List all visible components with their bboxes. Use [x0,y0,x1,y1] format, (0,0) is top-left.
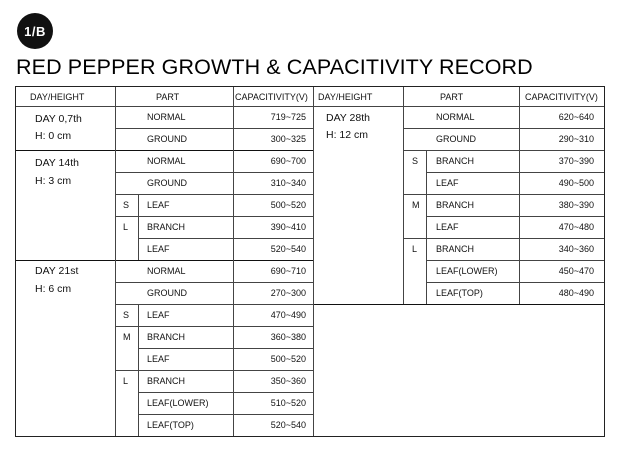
header-part: PART [440,92,464,102]
part-cell: LEAF(TOP) [147,420,194,430]
row-divider [403,194,604,195]
day-label: DAY 21st [35,265,79,277]
part-cell: BRANCH [436,156,475,166]
capacitivity-cell: 300~325 [270,134,306,144]
column-divider [115,87,116,436]
capacitivity-cell: 310~340 [270,178,306,188]
capacitivity-cell: 690~710 [270,266,306,276]
part-cell: LEAF(LOWER) [147,398,209,408]
capacitivity-cell: 360~380 [270,332,306,342]
row-divider [115,194,313,195]
part-cell: LEAF [147,354,170,364]
height-label: H: 3 cm [35,175,72,187]
part-cell: LEAF [147,200,170,210]
capacitivity-cell: 380~390 [558,200,594,210]
part-cell: GROUND [147,288,187,298]
row-divider [138,414,313,415]
part-cell: LEAF [436,222,459,232]
height-label: H: 6 cm [35,283,72,295]
column-divider [519,87,520,304]
row-divider [115,282,313,283]
row-divider [138,238,313,239]
capacitivity-cell: 719~725 [270,112,306,122]
column-divider [138,194,139,260]
part-cell: BRANCH [147,222,186,232]
part-cell: BRANCH [147,332,186,342]
height-label: H: 12 cm [326,129,369,141]
capacitivity-cell: 490~500 [558,178,594,188]
height-label: H: 0 cm [35,130,72,142]
row-divider [426,260,604,261]
part-cell: LEAF(LOWER) [436,266,498,276]
capacitivity-cell: 500~520 [270,354,306,364]
column-divider [138,304,139,436]
header-day-height: DAY/HEIGHT [318,92,373,102]
part-cell: NORMAL [147,112,186,122]
part-cell: LEAF(TOP) [436,288,483,298]
row-divider [138,348,313,349]
row-divider [403,150,604,151]
size-group-label: S [123,200,130,210]
row-divider [16,106,604,107]
row-divider [115,216,313,217]
capacitivity-cell: 270~300 [270,288,306,298]
capacitivity-cell: 520~540 [270,420,306,430]
header-capacitivity: CAPACITIVITY(V) [525,92,598,102]
size-group-label: M [412,200,420,210]
column-divider [426,150,427,304]
capacitivity-cell: 470~480 [558,222,594,232]
capacitivity-cell: 390~410 [270,222,306,232]
part-cell: LEAF [147,244,170,254]
size-group-label: L [123,376,129,386]
part-cell: GROUND [147,178,187,188]
part-cell: GROUND [436,134,476,144]
capacitivity-cell: 340~360 [558,244,594,254]
section-divider [16,150,314,151]
header-capacitivity: CAPACITIVITY(V) [235,92,308,102]
capacitivity-cell: 290~310 [558,134,594,144]
section-divider [314,304,604,305]
size-group-label: M [123,332,131,342]
part-cell: NORMAL [436,112,475,122]
row-divider [115,370,313,371]
day-label: DAY 28th [326,112,370,124]
row-divider [426,172,604,173]
part-cell: LEAF [436,178,459,188]
capacitivity-cell: 620~640 [558,112,594,122]
capacitivity-cell: 450~470 [558,266,594,276]
part-cell: NORMAL [147,266,186,276]
capacitivity-cell: 500~520 [270,200,306,210]
section-divider [16,260,314,261]
day-label: DAY 14th [35,157,79,169]
row-divider [426,282,604,283]
capacitivity-cell: 370~390 [558,156,594,166]
page-badge: 1/B [17,13,53,49]
part-cell: BRANCH [436,244,475,254]
row-divider [115,172,313,173]
capacitivity-cell: 510~520 [270,398,306,408]
row-divider [115,304,313,305]
size-group-label: S [412,156,419,166]
header-part: PART [156,92,180,102]
row-divider [403,128,604,129]
size-group-label: S [123,310,130,320]
row-divider [115,128,313,129]
column-divider [233,87,234,436]
part-cell: LEAF [147,310,170,320]
capacitivity-cell: 690~700 [270,156,306,166]
column-divider [313,87,314,436]
part-cell: BRANCH [436,200,475,210]
page-title: RED PEPPER GROWTH & CAPACITIVITY RECORD [16,55,533,79]
header-day-height: DAY/HEIGHT [30,92,85,102]
row-divider [403,238,604,239]
day-label: DAY 0,7th [35,113,82,125]
row-divider [426,216,604,217]
size-group-label: L [123,222,129,232]
capacitivity-table [15,86,605,437]
capacitivity-cell: 350~360 [270,376,306,386]
size-group-label: L [412,244,418,254]
capacitivity-cell: 520~540 [270,244,306,254]
part-cell: NORMAL [147,156,186,166]
row-divider [138,392,313,393]
part-cell: GROUND [147,134,187,144]
part-cell: BRANCH [147,376,186,386]
row-divider [115,326,313,327]
capacitivity-cell: 470~490 [270,310,306,320]
column-divider [403,87,404,304]
capacitivity-cell: 480~490 [558,288,594,298]
